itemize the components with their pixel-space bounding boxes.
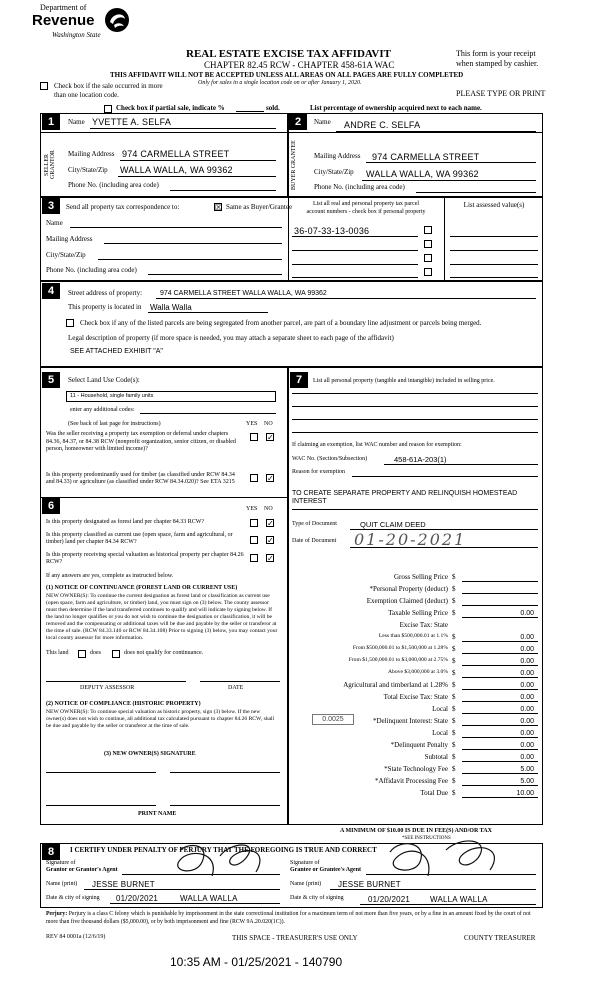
minimum-note: A MINIMUM OF $10.00 IS DUE IN FEE(S) AND/OR TAX bbox=[340, 828, 492, 834]
land-does-not-checkbox[interactable] bbox=[112, 650, 120, 658]
dollar-sign: $ bbox=[452, 597, 456, 605]
dollar-sign: $ bbox=[452, 633, 456, 641]
tax-row-label: From $1,500,000.01 to $3,000,000 at 2.75% bbox=[348, 657, 448, 663]
deputy-assessor-label: DEPUTY ASSESSOR bbox=[80, 685, 135, 691]
grantee-agent-label: Grantee or Grantee's Agent bbox=[290, 867, 362, 873]
section-4-number: 4 bbox=[42, 283, 60, 299]
buyer-address[interactable]: 974 CARMELLA STREET bbox=[372, 152, 480, 162]
new-owner-signature-label: (3) NEW OWNER(S) SIGNATURE bbox=[104, 751, 196, 757]
partial-percent-field[interactable] bbox=[236, 111, 264, 112]
grantee-sign-city[interactable]: WALLA WALLA bbox=[430, 895, 488, 904]
land-use-select[interactable] bbox=[66, 391, 276, 402]
segregated-checkbox[interactable] bbox=[66, 319, 74, 327]
personal-property-checkbox-1[interactable] bbox=[424, 226, 432, 234]
corr-mailing-label: Mailing Address bbox=[46, 235, 93, 243]
grantor-sign-date[interactable]: 01/20/2021 bbox=[116, 894, 159, 903]
form-subtitle: CHAPTER 82.45 RCW - CHAPTER 458-61A WAC bbox=[204, 60, 395, 70]
dollar-sign: $ bbox=[452, 741, 456, 749]
tax-row-label: *Personal Property (deduct) bbox=[369, 585, 448, 593]
this-land-label: This land bbox=[46, 650, 69, 656]
dollar-sign: $ bbox=[452, 729, 456, 737]
additional-codes-field[interactable] bbox=[140, 413, 276, 414]
s5-q2-no[interactable]: ✓ bbox=[267, 474, 274, 483]
tax-row-label: Local bbox=[432, 729, 448, 737]
section-5-number: 5 bbox=[42, 372, 60, 388]
dollar-sign: $ bbox=[452, 765, 456, 773]
land-does-not-label: does not qualify for continuance. bbox=[124, 650, 204, 656]
local-rate-box[interactable]: 0.0025 bbox=[312, 714, 354, 725]
buyer-city[interactable]: WALLA WALLA, WA 99362 bbox=[366, 169, 479, 179]
dollar-sign: $ bbox=[452, 645, 456, 653]
receipt-line1: This form is your receipt bbox=[456, 49, 536, 58]
seller-vertical-label: SELLER GRANTOR bbox=[44, 150, 56, 180]
grantee-sig-of: Signature of bbox=[290, 860, 320, 866]
dollar-sign: $ bbox=[452, 573, 456, 581]
notice-2-title: (2) NOTICE OF COMPLIANCE (HISTORIC PROPERTY) bbox=[46, 701, 201, 707]
dor-logo-icon bbox=[104, 7, 130, 33]
personal-property-checkbox-4[interactable] bbox=[424, 268, 432, 276]
dollar-sign: $ bbox=[452, 585, 456, 593]
perjury-label: Perjury: bbox=[46, 911, 68, 917]
dollar-sign: $ bbox=[452, 609, 456, 617]
dollar-sign: $ bbox=[452, 657, 456, 665]
s6-q2-no[interactable]: ✓ bbox=[267, 536, 274, 545]
partial-sale-checkbox[interactable] bbox=[104, 105, 112, 113]
dollar-sign: $ bbox=[452, 753, 456, 761]
dept-line2: Revenue bbox=[32, 12, 95, 29]
dollar-sign: $ bbox=[452, 669, 456, 677]
reason-label: Reason for exemption bbox=[292, 469, 345, 475]
dollar-sign: $ bbox=[452, 681, 456, 689]
s5-q1-no[interactable]: ✓ bbox=[267, 433, 274, 442]
buyer-phone-label: Phone No. (including area code) bbox=[314, 183, 405, 191]
tax-row-value[interactable]: 0.00 bbox=[520, 706, 534, 713]
same-as-buyer-label: Same as Buyer/Grantee bbox=[226, 203, 293, 211]
dept-line3: Washington State bbox=[52, 31, 101, 39]
tax-row-label: *Affidavit Processing Fee bbox=[375, 777, 448, 785]
section-6-number: 6 bbox=[42, 498, 60, 514]
seller-phone-label: Phone No. (including area code) bbox=[68, 181, 159, 189]
notice-1-body: NEW OWNER(S): To continue the current designation as forest land or classification as current use (open space, farm and agriculture, or timber) land, you must sign on (3) below. The county assessor must then determine if the land transferred continues to qualify and will indicate by signing below. If the land no longer qualifies or you do not wish to continue the designation or classification, it will be removed and the compensating or additional taxes will be due and payable by the seller or transferor at the time of sale. (RCW 84.33.140 or RCW 84.34.108) Prior to signing (3) below, you may contact your local county assessor for more information. bbox=[46, 593, 278, 641]
parcel-number[interactable]: 36-07-33-13-0036 bbox=[294, 226, 370, 236]
corr-phone-label: Phone No. (including area code) bbox=[46, 266, 137, 274]
ownership-label: List percentage of ownership acquired next to each name. bbox=[310, 104, 482, 112]
grantor-date-label: Date & city of signing bbox=[46, 895, 100, 901]
form-subnote: Only for sales in a single location code on or after January 1, 2020. bbox=[198, 80, 362, 86]
buyer-vertical-label: BUYER GRANTEE bbox=[291, 140, 297, 190]
partial-sale-sold: sold. bbox=[266, 104, 280, 112]
doc-date-label: Date of Document bbox=[292, 538, 337, 544]
segregated-label: Check box if any of the listed parcels are being segregated from another parcel, are part of a boundary line adjustment or parcels being merged. bbox=[80, 319, 482, 327]
perjury-text: Perjury is a class C felony which is punishable by imprisonment in the state correctional institution for a maximum term of not more than five years, or by a fine in an amount fixed by the court of not more than five thousand dollars ($5,000.00), or by both imprisonment and fine (RCW 9A.20.020(1C)). bbox=[46, 911, 531, 925]
tax-row-value[interactable]: 0.00 bbox=[520, 718, 534, 725]
tax-row-value[interactable]: 0.00 bbox=[520, 682, 534, 689]
tax-row-label: From $500,000.01 to $1,500,000 at 1.28% bbox=[352, 645, 448, 651]
parcel-header bbox=[290, 200, 442, 216]
tax-row-label: Above $3,000,000 at 3.0% bbox=[388, 669, 448, 675]
tax-row-value[interactable]: 0.00 bbox=[520, 670, 534, 677]
tax-row-value[interactable]: 0.00 bbox=[520, 742, 534, 749]
type-or-print: PLEASE TYPE OR PRINT bbox=[456, 89, 546, 98]
tax-row-label: *State Technology Fee bbox=[384, 765, 448, 773]
tax-row-value[interactable]: 0.00 bbox=[520, 646, 534, 653]
property-location[interactable]: Walla Walla bbox=[150, 303, 192, 312]
tax-row-value[interactable]: 0.00 bbox=[520, 658, 534, 665]
treasurer-space-label: THIS SPACE - TREASURER'S USE ONLY bbox=[232, 934, 358, 942]
wac-number[interactable]: 458-61A-203(1) bbox=[394, 455, 447, 464]
grantor-agent-label: Grantor or Grantor's Agent bbox=[46, 867, 118, 873]
street-label: Street address of property: bbox=[68, 289, 143, 297]
personal-property-checkbox-2[interactable] bbox=[424, 240, 432, 248]
s5-q2-yes[interactable] bbox=[250, 474, 258, 482]
s6-q2-yes[interactable] bbox=[250, 536, 258, 544]
tax-row-label: Taxable Selling Price bbox=[388, 609, 448, 617]
seller-city-label: City/State/Zip bbox=[68, 166, 108, 174]
s5-question-1: Was the seller receiving a property tax exemption or deferral under chapters 84.36, 84.37, or 84.38 RCW (nonprofit organization, senior citizen, or disabled person, homeowner with limited income)? bbox=[46, 431, 236, 452]
tax-row-label: Local bbox=[432, 705, 448, 713]
exemption-claim-label: If claiming an exemption, list WAC number and reason for exemption: bbox=[292, 442, 462, 448]
s6-question-2: Is this property classified as current use (open space, farm and agricultural, or timber) land per chapter 84.34 RCW? bbox=[46, 532, 233, 545]
if-yes-note: If any answers are yes, complete as instructed below. bbox=[46, 573, 174, 579]
s6-q1-yes[interactable] bbox=[250, 519, 258, 527]
grantee-date-label: Date & city of signing bbox=[290, 895, 344, 901]
corr-name-label: Name bbox=[46, 219, 63, 227]
notice-2-body: NEW OWNER(S): To continue special valuation as historic property, sign (3) below. If the new owner(s) does not wish to continue, all additional tax calculated pursuant to chapter 84.26 RCW, shall be due and payable by the seller or transferor at the time of sale. bbox=[46, 709, 275, 729]
tax-row-label: Agricultural and timberland at 1.28% bbox=[343, 681, 448, 689]
grantor-sig-of: Signature of bbox=[46, 860, 76, 866]
section-2-number: 2 bbox=[289, 114, 307, 130]
tax-row-value[interactable]: 0.00 bbox=[520, 730, 534, 737]
s6-q3-yes[interactable] bbox=[250, 554, 258, 562]
dollar-sign: $ bbox=[452, 705, 456, 713]
s5-no-header: NO bbox=[264, 421, 273, 427]
dollar-sign: $ bbox=[452, 777, 456, 785]
dollar-sign: $ bbox=[452, 693, 456, 701]
dollar-sign: $ bbox=[452, 789, 456, 797]
form-revision: REV 84 0001a (12/6/19) bbox=[46, 934, 106, 940]
s5-question-2: Is this property predominantly used for timber (as classified under RCW 84.34 and 84.33) or agriculture (as classified under RCW 84.34.020)? See ETA 3215 bbox=[46, 472, 235, 485]
seller-address[interactable]: 974 CARMELLA STREET bbox=[122, 149, 230, 159]
dor-logo bbox=[32, 3, 132, 45]
see-instructions-note: *SEE INSTRUCTIONS bbox=[402, 836, 451, 841]
tax-row-label: Total Due bbox=[420, 789, 448, 797]
legal-description[interactable]: SEE ATTACHED EXHIBIT "A" bbox=[70, 348, 163, 355]
corr-city-label: City/State/Zip bbox=[46, 251, 86, 259]
tax-row-label: Less than $500,000.01 at 1.1% bbox=[378, 633, 448, 639]
tax-row-label: Excise Tax: State bbox=[399, 621, 448, 629]
section-3-number: 3 bbox=[42, 198, 60, 214]
s6-question-1: Is this property designated as forest land per chapter 84.33 RCW? bbox=[46, 519, 205, 525]
grantee-name-label: Name (print) bbox=[290, 881, 322, 887]
section-7-number: 7 bbox=[290, 372, 308, 388]
located-label: This property is located in bbox=[68, 303, 142, 311]
assessed-header: List assessed value(s) bbox=[463, 201, 525, 209]
dollar-sign: $ bbox=[452, 717, 456, 725]
tax-row-label: Total Excise Tax: State bbox=[383, 693, 448, 701]
wac-label: WAC No. (Section/Subsection) bbox=[292, 456, 368, 462]
multi-location-checkbox[interactable] bbox=[40, 82, 48, 90]
seller-name[interactable]: YVETTE A. SELFA bbox=[92, 117, 172, 127]
land-use-label: Select Land Use Code(s): bbox=[68, 376, 140, 384]
grantee-sign-date[interactable]: 01/20/2021 bbox=[368, 895, 411, 904]
grantor-signature[interactable] bbox=[150, 832, 270, 882]
tax-row-value[interactable]: 0.00 bbox=[520, 754, 534, 761]
receipt-stamp: 10:35 AM - 01/25/2021 - 140790 bbox=[170, 955, 343, 969]
tax-row-label: *Delinquent Penalty bbox=[390, 741, 448, 749]
buyer-address-label: Mailing Address bbox=[314, 152, 361, 160]
personal-property-label: List all personal property (tangible and intangible) included in selling price. bbox=[313, 378, 495, 384]
county-treasurer-label: COUNTY TREASURER bbox=[464, 934, 536, 942]
land-does-label: does bbox=[90, 650, 101, 656]
grantor-print-name[interactable]: JESSE BURNET bbox=[92, 880, 155, 889]
parcel-header-line2: account numbers - check box if personal property bbox=[306, 209, 426, 215]
additional-codes-label: enter any additional codes: bbox=[70, 407, 135, 413]
notice-1-title: (1) NOTICE OF CONTINUANCE (FOREST LAND OR CURRENT USE) bbox=[46, 585, 238, 591]
correspondence-label: Send all property tax correspondence to: bbox=[66, 203, 180, 211]
s5-q1-yes[interactable] bbox=[250, 433, 258, 441]
print-name-label: PRINT NAME bbox=[138, 811, 177, 817]
s6-q3-no[interactable]: ✓ bbox=[267, 554, 274, 563]
parcel-header-line1: List all real and personal property tax parcel bbox=[312, 201, 420, 207]
tax-row-value[interactable]: 5.00 bbox=[520, 766, 534, 773]
tax-row-value[interactable]: 5.00 bbox=[520, 778, 534, 785]
buyer-city-label: City/State/Zip bbox=[314, 168, 354, 176]
section-8-number: 8 bbox=[42, 844, 60, 860]
seller-name-label: Name bbox=[68, 118, 85, 126]
property-street[interactable]: 974 CARMELLA STREET WALLA WALLA, WA 99362 bbox=[160, 290, 327, 297]
buyer-name-label: Name bbox=[314, 118, 331, 126]
dept-line1: Department of bbox=[40, 3, 87, 12]
grantor-name-label: Name (print) bbox=[46, 881, 78, 887]
grantor-sign-city[interactable]: WALLA WALLA bbox=[180, 894, 238, 903]
form-title: REAL ESTATE EXCISE TAX AFFIDAVIT bbox=[186, 48, 391, 60]
certify-statement: I CERTIFY UNDER PENALTY OF PERJURY THAT THE FOREGOING IS TRUE AND CORRECT bbox=[70, 846, 377, 854]
grantee-print-name[interactable]: JESSE BURNET bbox=[338, 880, 401, 889]
tax-row-value[interactable]: 0.00 bbox=[520, 634, 534, 641]
s5-yes-header: YES bbox=[246, 421, 258, 427]
tax-row-value[interactable]: 0.00 bbox=[520, 694, 534, 701]
s6-question-3: Is this property receiving special valuation as historical property per chapter 84.26 RCW? bbox=[46, 552, 244, 565]
tax-row-value[interactable]: 10.00 bbox=[516, 790, 534, 797]
receipt-line2: when stamped by cashier. bbox=[456, 59, 539, 68]
seller-city[interactable]: WALLA WALLA, WA 99362 bbox=[120, 165, 233, 175]
document-type[interactable]: QUIT CLAIM DEED bbox=[360, 520, 426, 529]
exemption-reason[interactable]: TO CREATE SEPARATE PROPERTY AND RELINQUISH HOMESTEAD INTEREST bbox=[292, 490, 518, 505]
land-use-value: 11 - Household, single family units bbox=[70, 393, 154, 399]
seller-address-label: Mailing Address bbox=[68, 150, 115, 158]
tax-row-label: *Delinquent Interest: State bbox=[372, 717, 448, 725]
s6-yes-header: YES bbox=[246, 506, 258, 512]
personal-property-checkbox-3[interactable] bbox=[424, 254, 432, 262]
tax-row-label: Exemption Claimed (deduct) bbox=[366, 597, 448, 605]
doc-type-label: Type of Document bbox=[292, 521, 337, 527]
section-1-number: 1 bbox=[42, 114, 60, 130]
same-as-buyer-checkbox[interactable]: ☒ bbox=[215, 203, 223, 212]
tax-row-label: Gross Selling Price bbox=[393, 573, 448, 581]
document-date[interactable]: 01-20-2021 bbox=[354, 530, 467, 549]
s6-q1-no[interactable]: ✓ bbox=[267, 519, 274, 528]
tax-row-label: Subtotal bbox=[424, 753, 448, 761]
s6-no-header: NO bbox=[264, 506, 273, 512]
multi-location-label: Check box if the sale occurred in more than one location code. bbox=[54, 82, 163, 99]
form-warning: THIS AFFIDAVIT WILL NOT BE ACCEPTED UNLESS ALL AREAS ON ALL PAGES ARE FULLY COMPLETED bbox=[110, 71, 464, 79]
perjury-notice bbox=[46, 911, 542, 926]
assessor-date-label: DATE bbox=[228, 685, 244, 691]
partial-sale-label: Check box if partial sale, indicate % bbox=[116, 104, 225, 112]
see-back-note: (See back of last page for instructions) bbox=[68, 421, 161, 427]
legal-description-label: Legal description of property (if more space is needed, you may attach a separate sheet to each page of the affidavit) bbox=[68, 334, 394, 342]
land-does-checkbox[interactable] bbox=[78, 650, 86, 658]
tax-row-value[interactable]: 0.00 bbox=[520, 610, 534, 617]
grantee-signature[interactable] bbox=[370, 830, 510, 882]
buyer-name[interactable]: ANDRE C. SELFA bbox=[344, 120, 421, 130]
